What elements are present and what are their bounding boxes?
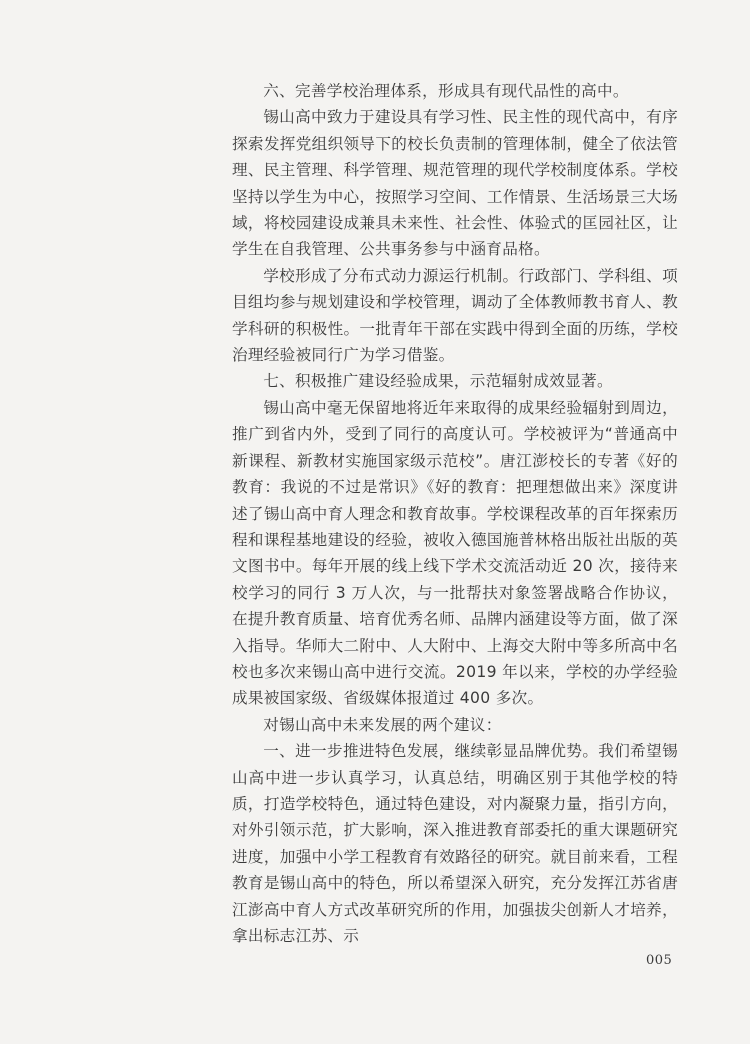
body-text	[232, 78, 678, 949]
suggestions-intro: 对锡山高中未来发展的两个建议：	[263, 715, 502, 734]
page-number: 005	[646, 953, 673, 968]
paragraph: 锡山高中毫无保留地将近年来取得的成果经验辐射到周边，推广到省内外，受到了同行的高度认可。学校被评为“普通高中新课程、新教材实施国家级示范校”。唐江澎校长的专著《好的教育：我说的不过是常识》《好的教育：把理想做出来》深度讲述了锡山高中育人理念和教育故事。学校课程改革的百年探索历程和课程基地建设的经验，被收入德国施普林格出版社出版的英文图书中。每年开展的线上线下学术交流活动近 20 次，接待来校学习的同行 3 万人次，与一批帮扶对象签署战略合作协议，在提升教育质量、培育优秀名师、品牌内涵建设等方面，做了深入指导。华师大二附中、人大附中、上海交大附中等多所高中名校也多次来锡山高中进行交流。2019 年以来，学校的办学经验成果被国家级、省级媒体报道过 400 多次。	[232, 398, 678, 708]
paragraph: 一、进一步推进特色发展，继续彰显品牌优势。我们希望锡山高中进一步认真学习，认真总结，明确区别于其他学校的特质，打造学校特色，通过特色建设，对内凝聚力量，指引方向，对外引领示范，扩大影响，深入推进教育部委托的重大课题研究进度，加强中小学工程教育有效路径的研究。就目前来看，工程教育是锡山高中的特色，所以希望深入研究，充分发挥江苏省唐江澎高中育人方式改革研究所的作用，加强拔尖创新人才培养，拿出标志江苏、示	[232, 742, 678, 945]
paragraph: 学校形成了分布式动力源运行机制。行政部门、学科组、项目组均参与规划建设和学校管理，调动了全体教师教书育人、教学科研的积极性。一批青年干部在实践中得到全面的历练，学校治理经验被同行广为学习借鉴。	[232, 266, 678, 365]
section-heading-7: 七、积极推广建设经验成果，示范辐射成效显著。	[263, 372, 613, 391]
paragraph: 锡山高中致力于建设具有学习性、民主性的现代高中，有序探索发挥党组织领导下的校长负责制的管理体制，健全了依法管理、民主管理、科学管理、规范管理的现代学校制度体系。学校坚持以学生为中心，按照学习空间、工作情景、生活场景三大场域，将校园建设成兼具未来性、社会性、体验式的匡园社区，让学生在自我管理、公共事务参与中涵育品格。	[232, 108, 678, 259]
section-heading-6: 六、完善学校治理体系，形成具有现代品性的高中。	[263, 82, 629, 100]
